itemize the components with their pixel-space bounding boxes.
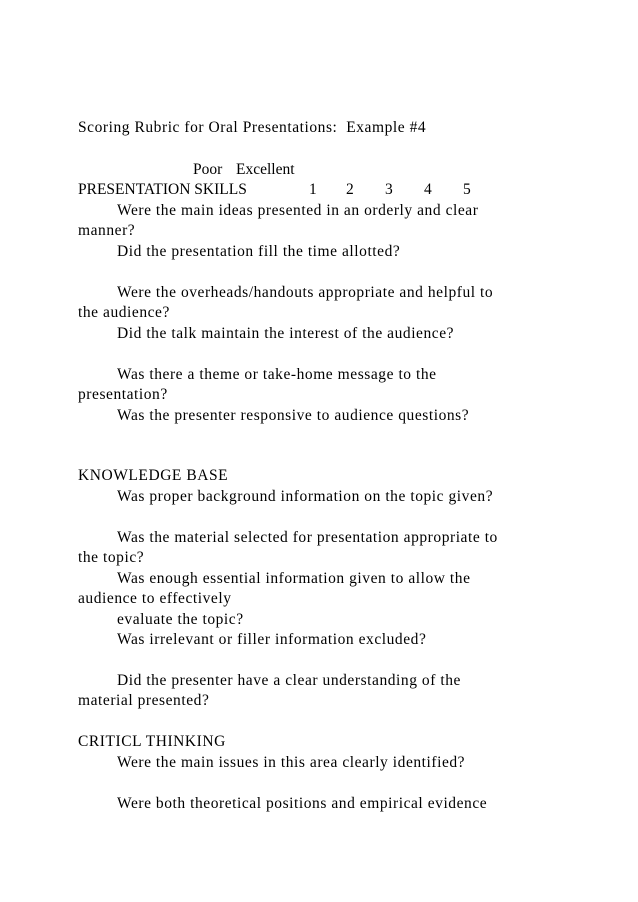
scale-label-poor: Poor [193,161,223,178]
rating-1: 1 [309,181,317,198]
rubric-item-text: Was the presenter responsive to audience questions? [117,407,470,424]
rating-4: 4 [424,181,432,198]
rubric-item-text: Did the talk maintain the interest of the audience? [117,325,455,342]
rating-3: 3 [385,181,393,198]
rubric-item-text: Was enough essential information given to allow the [117,570,471,587]
rating-5: 5 [463,181,471,198]
scale-label-excellent: Excellent [236,161,295,178]
rubric-item-text: audience to effectively [78,590,232,607]
rubric-item-text: Were the main issues in this area clearly identified? [117,754,466,771]
section-heading-knowledge-base: KNOWLEDGE BASE [78,467,229,484]
section-heading-presentation-skills: PRESENTATION SKILLS [78,181,247,198]
rubric-item-text: material presented? [78,692,210,709]
rubric-item-text: Was the material selected for presentation appropriate to [117,529,498,546]
rubric-item-text: presentation? [78,386,168,403]
rating-2: 2 [346,181,354,198]
rubric-item-text: Was there a theme or take-home message to the [117,366,437,383]
rubric-item-text: Were the main ideas presented in an orderly and clear [117,202,479,219]
rubric-item-text: Were both theoretical positions and empirical evidence [117,795,488,812]
document-title: Scoring Rubric for Oral Presentations: Example #4 [78,119,427,136]
rubric-item-text: Were the overheads/handouts appropriate and helpful to [117,284,494,301]
rubric-item-text: Did the presentation fill the time allotted? [117,243,401,260]
rubric-item-text: the topic? [78,549,145,566]
rubric-item-text: Was irrelevant or filler information excluded? [117,631,427,648]
rubric-item-text: manner? [78,222,136,239]
rubric-item-text: Did the presenter have a clear understanding of the [117,672,461,689]
rubric-item-text: evaluate the topic? [117,611,244,628]
rubric-item-text: Was proper background information on the topic given? [117,488,494,505]
rubric-item-text: the audience? [78,304,170,321]
section-heading-critical-thinking: CRITICL THINKING [78,733,226,750]
